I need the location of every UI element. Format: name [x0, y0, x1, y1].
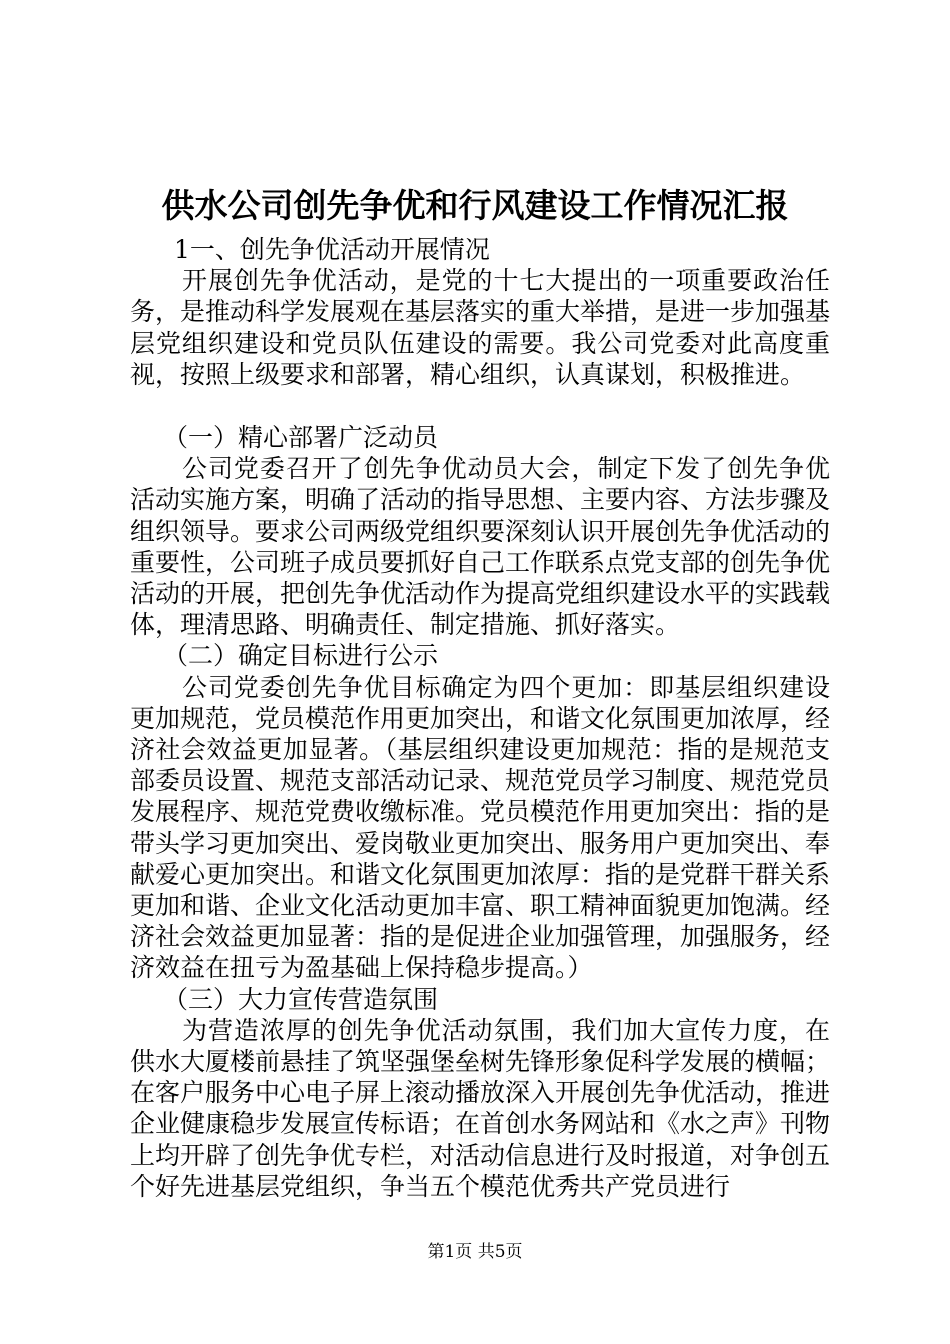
- intro-paragraph: 开展创先争优活动，是党的十七大提出的一项重要政治任务，是推动科学发展观在基层落实的重大举措，是进一步加强基层党组织建设和党员队伍建设的需要。我公司党委对此高度重视，按照上级要求和部署，精心组织，认真谋划，积极推进。: [130, 266, 831, 389]
- subsection-paragraph-2: 公司党委创先争优目标确定为四个更加：即基层组织建设更加规范，党员模范作用更加突出，和谐文化氛围更加浓厚，经济社会效益更加显著。（基层组织建设更加规范：指的是规范支部委员设置、规范支部活动记录、规范党员学习制度、规范党员发展程序、规范党费收缴标准。党员模范作用更加突出：指的是带头学习更加突出、爱岗敬业更加突出、服务用户更加突出、奉献爱心更加突出。和谐文化氛围更加浓厚：指的是党群干群关系更加和谐、企业文化活动更加丰富、职工精神面貌更加饱满。经济社会效益更加显著：指的是促进企业加强管理，加强服务，经济效益在扭亏为盈基础上保持稳步提高。）: [130, 672, 831, 983]
- subsection-heading-3: （三）大力宣传营造氛围: [163, 984, 439, 1014]
- section-heading: 1一、创先争优活动开展情况: [174, 235, 490, 264]
- paragraph-gap: [130, 390, 830, 422]
- subsection-heading-2: （二）确定目标进行公示: [163, 641, 439, 671]
- document-title: 供水公司创先争优和行风建设工作情况汇报: [161, 186, 789, 225]
- document-body: [130, 234, 830, 1202]
- subsection-paragraph-3: 为营造浓厚的创先争优活动氛围，我们加大宣传力度，在供水大厦楼前悬挂了筑坚强堡垒树先锋形象促科学发展的横幅；在客户服务中心电子屏上滚动播放深入开展创先争优活动，推进企业健康稳步发展宣传标语；在首创水务网站和《水之声》刊物上均开辟了创先争优专栏，对活动信息进行及时报道，对争创五个好先进基层党组织，争当五个模范优秀共产党员进行: [130, 1015, 831, 1201]
- subsection-paragraph-1: 公司党委召开了创先争优动员大会，制定下发了创先争优活动实施方案，明确了活动的指导思想、主要内容、方法步骤及组织领导。要求公司两级党组织要深刻认识开展创先争优活动的重要性，公司班子成员要抓好自己工作联系点党支部的创先争优活动的开展，把创先争优活动作为提高党组织建设水平的实践载体，理清思路、明确责任、制定措施、抓好落实。: [130, 454, 831, 640]
- subsection-heading-1: （一）精心部署广泛动员: [163, 423, 439, 453]
- page-footer: 第1页 共5页: [427, 1242, 523, 1262]
